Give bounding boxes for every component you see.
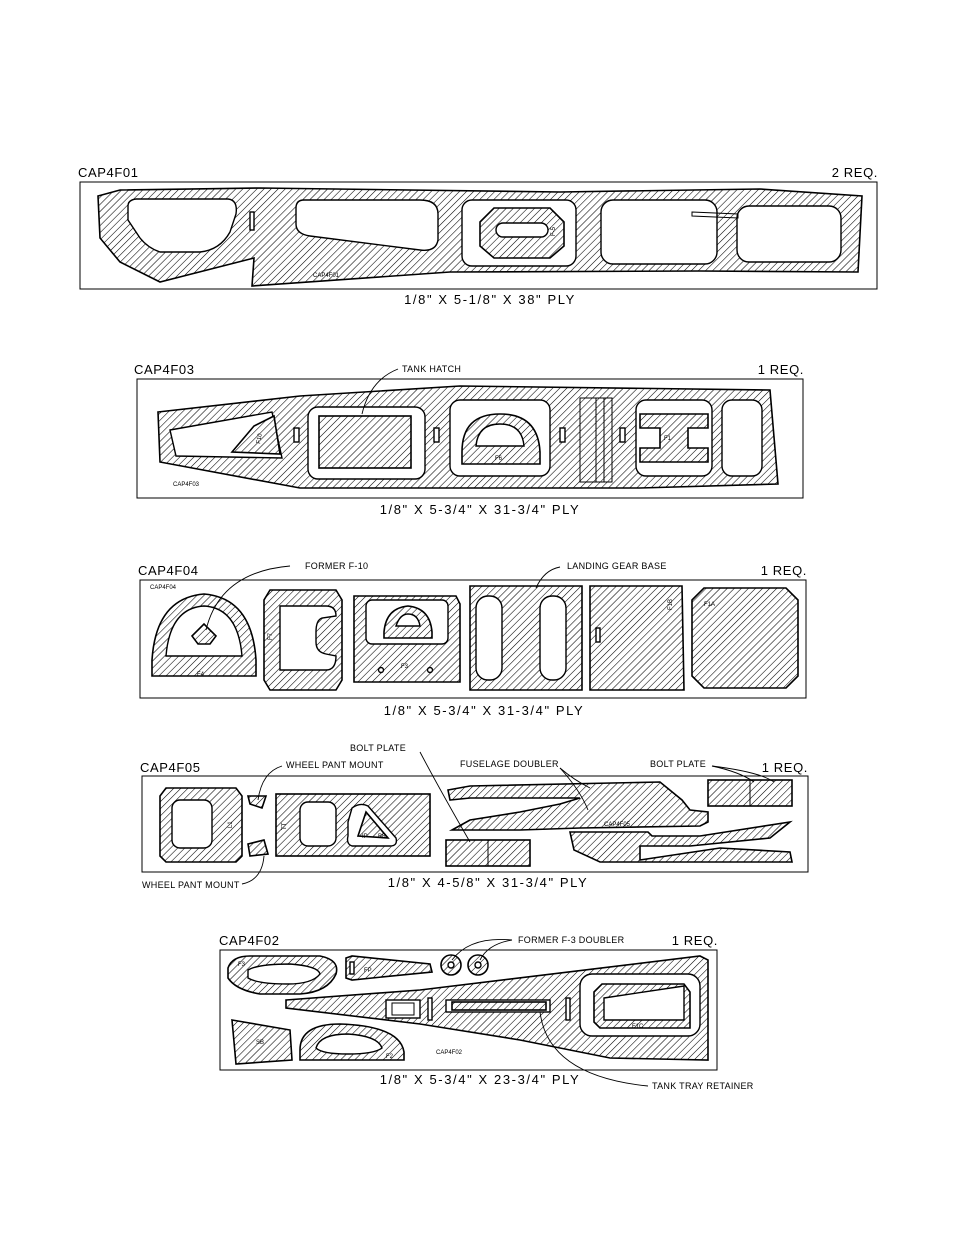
sheet-cap4f04 xyxy=(138,561,807,718)
callout-tank-tray-retainer: TANK TRAY RETAINER xyxy=(652,1081,754,1091)
part-label: SB xyxy=(256,1040,265,1046)
cutout-slot xyxy=(540,596,566,680)
part-label: F2 xyxy=(386,1054,394,1060)
part-label: TT xyxy=(282,822,288,830)
part-label: FP xyxy=(364,968,372,974)
sheet-id: CAP4F05 xyxy=(140,760,201,775)
cutout-window-5 xyxy=(737,206,841,262)
part-label: L1 xyxy=(228,821,234,828)
callout-tank-hatch: TANK HATCH xyxy=(402,364,462,374)
callout-wheel-pant-mount: WHEEL PANT MOUNT xyxy=(286,760,384,770)
sheet-cap4f01 xyxy=(78,165,878,307)
callout-leader xyxy=(536,567,560,588)
wheel-pant-mount-part xyxy=(248,840,268,856)
callout-leader xyxy=(242,856,264,884)
part-label: F-5 xyxy=(551,227,557,236)
wheel-pant-mount-part xyxy=(248,796,266,808)
cutout-window xyxy=(248,964,320,984)
callout-landing-gear-base: LANDING GEAR BASE xyxy=(567,561,667,571)
callout-former-f3-doubler: FORMER F-3 DOUBLER xyxy=(518,935,625,945)
part-label: F10 xyxy=(256,433,264,445)
tank-tray-retainer-part xyxy=(452,1002,546,1010)
sheet-id: CAP4F02 xyxy=(219,933,280,948)
part-label: F3 xyxy=(401,664,409,670)
part-label: F1A xyxy=(704,602,716,608)
required-count: 2 REQ. xyxy=(831,165,878,180)
sheet-cap4f03 xyxy=(134,362,804,517)
part-label: F7 xyxy=(268,632,274,640)
material-spec: 1/8" X 5-3/4" X 23-3/4" PLY xyxy=(379,1072,581,1087)
cutout-window-4 xyxy=(601,200,717,264)
callout-bolt-plate: BOLT PLATE xyxy=(350,743,407,753)
cutout-slot xyxy=(496,223,548,237)
part-label: F1C xyxy=(632,1024,644,1030)
required-count: 1 REQ. xyxy=(760,563,807,578)
cutout-slot xyxy=(476,596,502,680)
part-fp xyxy=(346,956,432,980)
callout-former-f10: FORMER F-10 xyxy=(305,561,369,571)
part-label: F1B xyxy=(668,598,674,610)
inner-label: CAP4F05 xyxy=(604,822,631,828)
callout-fuselage-doubler: FUSELAGE DOUBLER xyxy=(460,759,559,769)
inner-label: CAP4F03 xyxy=(173,482,200,488)
part-label: F3 xyxy=(238,962,246,968)
part-label: BR xyxy=(378,834,387,840)
cutout-window xyxy=(172,800,212,848)
material-spec: 1/8" X 5-3/4" X 31-3/4" PLY xyxy=(379,502,581,517)
part-label: F6 xyxy=(495,456,503,462)
cutout-window xyxy=(722,400,762,476)
cutout-window xyxy=(300,802,336,846)
sheet-id: CAP4F04 xyxy=(138,563,199,578)
material-spec: 1/8" X 5-1/8" X 38" PLY xyxy=(404,292,576,307)
part-label: F1 xyxy=(664,436,672,442)
tab-slot xyxy=(250,212,254,230)
inner-label: CAP4F04 xyxy=(150,585,177,591)
part-label: IP xyxy=(362,834,368,840)
required-count: 1 REQ. xyxy=(761,760,808,775)
sheet-cap4f05 xyxy=(140,743,808,890)
tank-hatch-part xyxy=(319,416,411,468)
inner-label: CAP4F01 xyxy=(313,273,340,279)
sheet-id: CAP4F01 xyxy=(78,165,139,180)
callout-wheel-pant-mount-2: WHEEL PANT MOUNT xyxy=(142,880,240,890)
sheet-cap4f02 xyxy=(219,933,754,1091)
material-spec: 1/8" X 5-3/4" X 31-3/4" PLY xyxy=(383,703,585,718)
inner-label: CAP4F02 xyxy=(436,1050,463,1056)
material-spec: 1/8" X 4-5/8" X 31-3/4" PLY xyxy=(387,875,589,890)
required-count: 1 REQ. xyxy=(671,933,718,948)
required-count: 1 REQ. xyxy=(757,362,804,377)
sheet-id: CAP4F03 xyxy=(134,362,195,377)
fuselage-doubler-part xyxy=(448,782,708,830)
callout-bolt-plate-2: BOLT PLATE xyxy=(650,759,707,769)
part-label: F4 xyxy=(197,672,205,678)
